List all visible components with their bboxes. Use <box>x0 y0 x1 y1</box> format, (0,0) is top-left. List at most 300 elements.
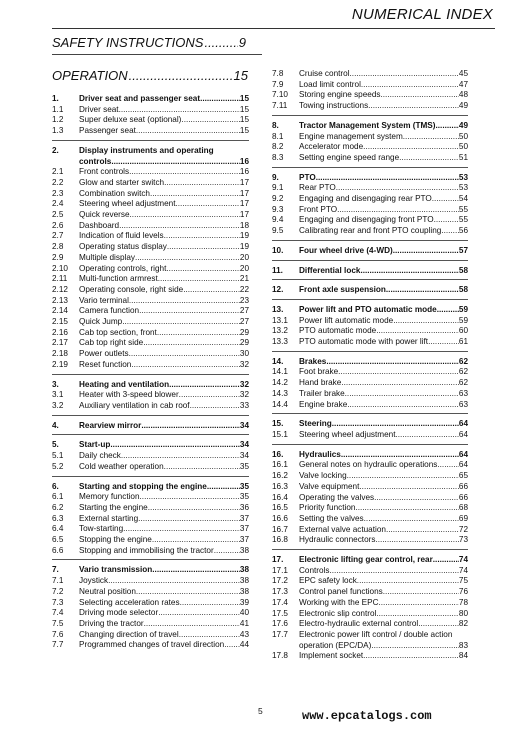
toc-entry-body <box>79 306 249 317</box>
toc-operation[interactable] <box>52 68 248 83</box>
leader-dots <box>345 389 459 400</box>
toc-entry-page: 78 <box>458 597 468 607</box>
toc-entry-number: 17.7 <box>272 629 288 639</box>
toc-entry[interactable] <box>272 619 468 630</box>
toc-entry-title: External starting <box>79 513 139 523</box>
toc-entry-title: Steering wheel adjustment <box>299 429 396 439</box>
toc-entry[interactable] <box>52 390 249 401</box>
leader-dots <box>355 503 458 514</box>
toc-entry[interactable] <box>272 630 468 651</box>
toc-entry-title: Quick reverse <box>79 210 130 220</box>
toc-entry-number: 14.1 <box>272 367 288 377</box>
toc-entry-number: 5.2 <box>52 461 64 471</box>
toc-safety-instructions[interactable] <box>52 35 246 50</box>
toc-entry-number: 2. <box>52 145 59 155</box>
toc-entry[interactable] <box>52 231 249 242</box>
toc-entry-page: 34 <box>239 451 249 461</box>
toc-entry[interactable] <box>52 349 249 360</box>
leader-dots <box>436 121 459 132</box>
toc-entry-title: Starting the engine <box>79 502 148 512</box>
section-rule <box>52 54 262 55</box>
toc-entry[interactable] <box>52 167 249 178</box>
toc-entry-body <box>79 482 249 493</box>
toc-entry-body <box>299 482 468 493</box>
toc-entry-title: Hydraulics <box>299 449 341 459</box>
toc-entry-number: 6.4 <box>52 524 64 534</box>
toc-entry-number: 2.15 <box>52 317 68 327</box>
toc-entry-title: Joystick <box>79 576 109 586</box>
toc-entry[interactable] <box>52 535 249 546</box>
leader-dots <box>393 316 459 327</box>
toc-entry-title: Working with the EPC <box>299 597 379 607</box>
toc-entry[interactable] <box>272 337 468 348</box>
toc-entry[interactable] <box>272 101 468 112</box>
toc-section-heading[interactable] <box>52 140 249 167</box>
toc-entry-body <box>79 462 249 473</box>
toc-entry[interactable] <box>272 430 468 441</box>
toc-entry-body <box>299 430 468 441</box>
toc-entry-body <box>79 451 249 462</box>
leader-dots <box>164 231 240 242</box>
leader-dots <box>138 514 240 525</box>
toc-section-heading[interactable] <box>272 351 468 368</box>
toc-entry-page: 34 <box>239 440 249 450</box>
leader-dots <box>129 68 233 83</box>
leader-dots <box>336 183 459 194</box>
leader-dots <box>164 178 240 189</box>
toc-entry[interactable] <box>52 514 249 525</box>
toc-entry-page: 80 <box>458 608 468 618</box>
toc-entry-body <box>299 514 468 525</box>
leader-dots <box>131 360 240 371</box>
toc-entry[interactable] <box>272 598 468 609</box>
toc-entry-body <box>79 146 249 167</box>
toc-entry[interactable] <box>272 183 468 194</box>
toc-entry-number: 17.6 <box>272 619 288 629</box>
toc-entry-number: 2.2 <box>52 177 64 187</box>
toc-entry-body <box>79 587 249 598</box>
toc-entry[interactable] <box>52 317 249 328</box>
toc-entry-page: 53 <box>458 183 468 193</box>
toc-entry-page: 64 <box>458 449 468 459</box>
toc-entry[interactable] <box>52 242 249 253</box>
toc-entry[interactable] <box>272 503 468 514</box>
toc-entry-number: 2.5 <box>52 210 64 220</box>
toc-entry-body <box>299 389 468 400</box>
leader-dots <box>135 253 240 264</box>
leader-dots <box>386 285 459 296</box>
toc-entry-number: 6.5 <box>52 535 64 545</box>
toc-entry[interactable] <box>52 178 249 189</box>
toc-section-heading[interactable] <box>52 374 249 391</box>
toc-entry-body <box>299 69 468 80</box>
toc-entry-page: 84 <box>458 651 468 661</box>
toc-entry-number: 7.4 <box>52 608 64 618</box>
toc-entry-page: 60 <box>458 326 468 336</box>
leader-dots <box>375 535 458 546</box>
toc-entry-title: Four wheel drive (4-WD) <box>299 245 393 255</box>
leader-dots <box>141 421 240 432</box>
toc-entry-body <box>79 231 249 242</box>
toc-section-heading[interactable] <box>272 413 468 430</box>
toc-entry-page: 41 <box>239 618 249 628</box>
toc-section-heading[interactable] <box>52 476 249 493</box>
leader-dots <box>350 69 459 80</box>
toc-section-heading[interactable] <box>272 549 468 566</box>
toc-entry-body <box>299 555 468 566</box>
toc-entry-page: 27 <box>239 306 249 316</box>
toc-entry[interactable] <box>272 80 468 91</box>
toc-entry-page: 50 <box>458 142 468 152</box>
toc-entry-number: 7. <box>52 565 59 575</box>
toc-entry-title: Cab top section, front <box>79 327 157 337</box>
toc-entry[interactable] <box>272 609 468 620</box>
toc-entry-number: 7.11 <box>272 101 288 111</box>
leader-dots <box>150 189 240 200</box>
toc-section-heading[interactable] <box>272 167 468 184</box>
toc-entry[interactable] <box>272 326 468 337</box>
toc-entry[interactable] <box>272 194 468 205</box>
toc-entry-body <box>79 503 249 514</box>
toc-entry-title: Camera function <box>79 306 140 316</box>
toc-entry[interactable] <box>52 462 249 473</box>
leader-dots <box>136 126 240 137</box>
toc-entry-body <box>79 565 249 576</box>
toc-entry-number: 9.3 <box>272 204 284 214</box>
leader-dots <box>136 587 240 598</box>
leader-dots <box>386 525 459 536</box>
toc-entry-title: Towing instructions <box>299 101 369 111</box>
toc-entry-page: 34 <box>239 420 249 430</box>
toc-entry-title: Cab top right side <box>79 338 144 348</box>
toc-entry[interactable] <box>272 471 468 482</box>
toc-entry-title: Valve locking <box>299 471 347 481</box>
toc-entry[interactable] <box>272 535 468 546</box>
toc-top-label: SAFETY INSTRUCTIONS <box>52 35 204 50</box>
toc-entry-number: 13.2 <box>272 326 288 336</box>
toc-entry-title: Starting and stopping the engine <box>79 481 207 491</box>
toc-entry-page: 64 <box>458 429 468 439</box>
toc-entry[interactable] <box>52 640 249 651</box>
toc-entry-body <box>299 101 468 112</box>
toc-entry[interactable] <box>52 587 249 598</box>
toc-entry-title: Vario transmission <box>79 565 153 575</box>
toc-entry-page: 32 <box>239 379 249 389</box>
leader-dots <box>437 460 459 471</box>
toc-section-heading[interactable] <box>272 240 468 257</box>
toc-entry-number: 16.4 <box>272 492 288 502</box>
toc-entry[interactable] <box>52 264 249 275</box>
toc-entry[interactable] <box>272 389 468 400</box>
toc-entry-title: Hand brake <box>299 378 342 388</box>
toc-entry[interactable] <box>272 493 468 504</box>
toc-entry-page: 35 <box>239 461 249 471</box>
toc-section-heading[interactable] <box>52 415 249 432</box>
toc-entry-body <box>79 274 249 285</box>
toc-entry[interactable] <box>52 189 249 200</box>
toc-entry-title: Neutral position <box>79 586 136 596</box>
toc-entry[interactable] <box>272 90 468 101</box>
leader-dots <box>179 390 240 401</box>
toc-entry[interactable] <box>52 619 249 630</box>
toc-entry[interactable] <box>52 253 249 264</box>
toc-entry-title: External valve actuation <box>299 524 386 534</box>
toc-entry-title: Front controls <box>79 167 130 177</box>
toc-entry-body <box>79 285 249 296</box>
toc-entry-body <box>299 619 468 630</box>
leader-dots <box>166 264 240 275</box>
toc-entry-page: 15 <box>239 126 249 136</box>
toc-entry[interactable] <box>272 400 468 411</box>
leader-dots <box>316 173 459 184</box>
toc-entry[interactable] <box>52 199 249 210</box>
toc-entry-page: 38 <box>239 565 249 575</box>
leader-dots <box>371 641 459 652</box>
toc-entry[interactable] <box>272 316 468 327</box>
toc-entry-body <box>79 401 249 412</box>
toc-entry-number: 12. <box>272 285 284 295</box>
toc-entry[interactable] <box>272 69 468 80</box>
toc-entry-title: Display instruments and operating <box>79 145 214 155</box>
toc-entry-number: 1.2 <box>52 115 64 125</box>
leader-dots <box>399 153 459 164</box>
toc-entry-body <box>299 205 468 216</box>
toc-entry[interactable] <box>52 401 249 412</box>
toc-entry-body <box>79 115 249 126</box>
toc-entry-page: 58 <box>458 285 468 295</box>
leader-dots <box>434 215 459 226</box>
toc-entry-title: Hydraulic connectors <box>299 535 376 545</box>
toc-entry[interactable] <box>52 126 249 137</box>
toc-entry-body <box>299 285 468 296</box>
toc-entry[interactable] <box>52 451 249 462</box>
toc-entry-number: 9.4 <box>272 215 284 225</box>
toc-entry-title: Engaging and disengaging rear PTO <box>299 194 432 204</box>
leader-dots <box>183 285 240 296</box>
toc-entry[interactable] <box>272 482 468 493</box>
leader-dots <box>341 450 459 461</box>
toc-entry-page: 18 <box>239 220 249 230</box>
toc-entry-page: 64 <box>458 419 468 429</box>
toc-entry[interactable] <box>52 524 249 535</box>
toc-entry-title: Driving the tractor <box>79 618 144 628</box>
toc-entry[interactable] <box>52 328 249 339</box>
toc-entry-page: 56 <box>458 226 468 236</box>
toc-entry-page: 62 <box>458 378 468 388</box>
toc-entry[interactable] <box>52 221 249 232</box>
toc-entry-page: 57 <box>458 245 468 255</box>
toc-entry-page: 16 <box>239 167 249 177</box>
toc-entry[interactable] <box>272 651 468 662</box>
toc-entry-title: Power lift automatic mode <box>299 315 394 325</box>
toc-entry[interactable] <box>52 274 249 285</box>
toc-entry-number: 16.8 <box>272 535 288 545</box>
toc-entry-page: 55 <box>458 204 468 214</box>
toc-entry[interactable] <box>272 132 468 143</box>
toc-entry-title: Memory function <box>79 492 140 502</box>
toc-entry-body <box>79 492 249 503</box>
toc-entry[interactable] <box>272 587 468 598</box>
toc-entry-body <box>299 316 468 327</box>
toc-right-column <box>272 69 468 662</box>
toc-entry-number: 16.7 <box>272 524 288 534</box>
toc-entry[interactable] <box>52 503 249 514</box>
toc-entry-number: 10. <box>272 245 284 255</box>
toc-entry-number: 17. <box>272 555 284 565</box>
toc-entry-number: 9.2 <box>272 194 284 204</box>
toc-entry-number: 2.19 <box>52 359 68 369</box>
toc-entry[interactable] <box>52 598 249 609</box>
toc-entry-page: 63 <box>458 388 468 398</box>
toc-entry-number: 17.1 <box>272 565 288 575</box>
leader-dots <box>108 576 240 587</box>
leader-dots <box>341 378 459 389</box>
toc-entry-number: 6.2 <box>52 502 64 512</box>
leader-dots <box>403 132 459 143</box>
toc-entry-number: 14.2 <box>272 378 288 388</box>
toc-entry-body <box>299 153 468 164</box>
toc-entry[interactable] <box>52 296 249 307</box>
toc-entry-title: Steering <box>299 419 332 429</box>
toc-entry[interactable] <box>272 226 468 237</box>
leader-dots <box>164 462 240 473</box>
toc-entry-title: Auxiliary ventilation in cab roof <box>79 400 190 410</box>
toc-entry-number: 7.2 <box>52 586 64 596</box>
leader-dots <box>380 90 458 101</box>
toc-section-heading[interactable] <box>272 260 468 277</box>
toc-entry-body <box>79 126 249 137</box>
toc-entry-number: 15. <box>272 419 284 429</box>
toc-entry-page: 35 <box>239 481 249 491</box>
toc-entry-page: 59 <box>458 315 468 325</box>
toc-entry-body <box>79 94 249 105</box>
toc-entry-title: Reset function <box>79 359 132 369</box>
toc-entry-number: 14.4 <box>272 399 288 409</box>
toc-section-heading[interactable] <box>52 559 249 576</box>
toc-entry-page: 38 <box>239 545 249 555</box>
toc-left-column <box>52 94 249 651</box>
toc-entry-number: 8.1 <box>272 131 284 141</box>
toc-section-heading[interactable] <box>272 444 468 461</box>
toc-entry-number: 3.2 <box>52 400 64 410</box>
toc-entry-title: Implement socket <box>299 651 364 661</box>
toc-entry[interactable] <box>52 608 249 619</box>
toc-entry-title-continued: controls <box>79 156 112 166</box>
toc-entry-page: 40 <box>239 608 249 618</box>
toc-entry-number: 9.1 <box>272 183 284 193</box>
toc-entry[interactable] <box>272 525 468 536</box>
toc-entry-body <box>79 598 249 609</box>
leader-dots <box>374 493 459 504</box>
toc-entry[interactable] <box>272 153 468 164</box>
toc-entry[interactable] <box>272 514 468 525</box>
toc-entry-title: Priority function <box>299 503 356 513</box>
header-rule <box>52 28 495 29</box>
toc-entry-body <box>299 598 468 609</box>
toc-entry-page: 49 <box>458 101 468 111</box>
leader-dots <box>129 349 240 360</box>
toc-entry-body <box>79 360 249 371</box>
leader-dots <box>200 94 240 105</box>
toc-entry[interactable] <box>52 630 249 641</box>
toc-entry[interactable] <box>272 205 468 216</box>
toc-entry-number: 2.17 <box>52 338 68 348</box>
toc-entry[interactable] <box>272 576 468 587</box>
toc-entry-page: 48 <box>458 90 468 100</box>
toc-entry[interactable] <box>52 115 249 126</box>
toc-entry-body <box>299 460 468 471</box>
toc-entry-title: Engaging and disengaging front PTO <box>299 215 434 225</box>
toc-entry[interactable] <box>52 492 249 503</box>
toc-entry-body <box>299 651 468 662</box>
toc-entry-page: 15 <box>239 94 249 103</box>
toc-entry-page: 83 <box>458 640 468 650</box>
toc-entry[interactable] <box>52 285 249 296</box>
toc-entry-page: 74 <box>458 555 468 565</box>
toc-entry-title: Quick Jump <box>79 317 123 327</box>
leader-dots <box>337 205 459 216</box>
toc-entry[interactable] <box>52 576 249 587</box>
toc-entry-number: 16.6 <box>272 513 288 523</box>
toc-entry[interactable] <box>52 306 249 317</box>
toc-entry-page: 73 <box>458 535 468 545</box>
toc-entry[interactable] <box>272 367 468 378</box>
toc-entry-page: 20 <box>239 252 249 262</box>
leader-dots <box>347 400 459 411</box>
toc-section-heading[interactable] <box>272 299 468 316</box>
toc-entry-title: Driving mode selector <box>79 608 159 618</box>
leader-dots <box>152 565 240 576</box>
toc-entry[interactable] <box>272 460 468 471</box>
toc-entry[interactable] <box>52 105 249 116</box>
toc-section-heading[interactable] <box>272 279 468 296</box>
toc-section-heading[interactable] <box>52 94 249 105</box>
toc-entry-title: Changing direction of travel <box>79 629 179 639</box>
toc-entry-body <box>299 400 468 411</box>
toc-entry-body <box>299 90 468 101</box>
toc-entry[interactable] <box>52 210 249 221</box>
toc-entry-title: Daily check <box>79 451 121 461</box>
toc-entry-body <box>299 630 468 651</box>
toc-entry-body <box>79 210 249 221</box>
toc-entry[interactable] <box>272 378 468 389</box>
toc-entry-body <box>299 419 468 430</box>
toc-entry-number: 16.1 <box>272 460 288 470</box>
toc-entry[interactable] <box>272 566 468 577</box>
toc-entry-title: Indication of fluid levels <box>79 231 164 241</box>
toc-entry-page: 38 <box>239 576 249 586</box>
toc-entry-body <box>299 326 468 337</box>
toc-entry-body <box>299 367 468 378</box>
toc-entry-number: 17.8 <box>272 651 288 661</box>
toc-entry-body <box>299 142 468 153</box>
toc-entry[interactable] <box>52 338 249 349</box>
toc-entry[interactable] <box>52 360 249 371</box>
toc-section-heading[interactable] <box>272 115 468 132</box>
toc-entry-page: 19 <box>239 242 249 252</box>
toc-entry-body <box>79 380 249 391</box>
toc-entry[interactable] <box>272 215 468 226</box>
toc-entry-body <box>79 535 249 546</box>
toc-entry-body <box>79 630 249 641</box>
toc-entry-page: 65 <box>458 471 468 481</box>
toc-section-heading[interactable] <box>52 434 249 451</box>
toc-entry[interactable] <box>272 142 468 153</box>
toc-entry-body <box>79 253 249 264</box>
toc-entry[interactable] <box>52 546 249 557</box>
toc-entry-title: Selecting acceleration rates <box>79 597 180 607</box>
toc-entry-title: Tractor Management System (TMS) <box>299 120 436 130</box>
